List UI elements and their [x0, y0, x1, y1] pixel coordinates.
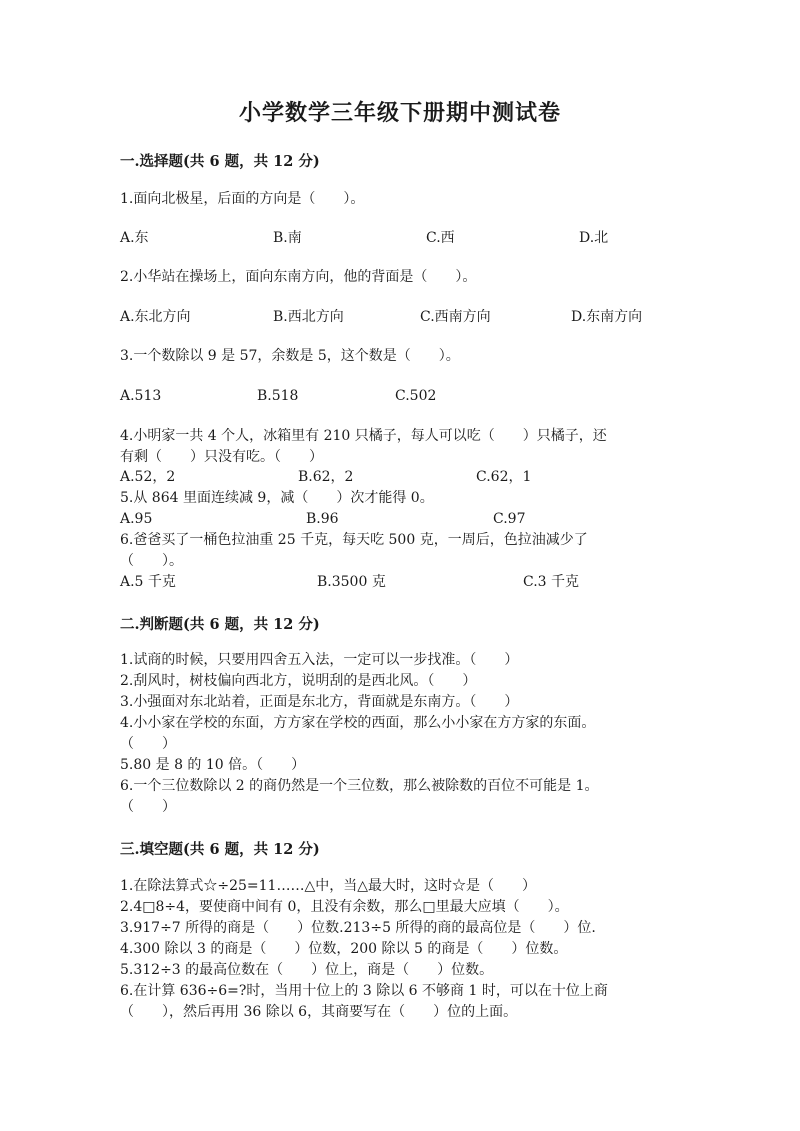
question-text: 6.一个三位数除以 2 的商仍然是一个三位数，那么被除数的百位不可能是 1。: [120, 778, 599, 794]
option-a: A.5 千克: [120, 574, 176, 590]
section-heading-choice: 一.选择题(共 6 题，共 12 分): [120, 153, 320, 170]
question-text: 3.一个数除以 9 是 57，余数是 5，这个数是（ ）。: [120, 348, 460, 364]
question-text: 2.小华站在操场上，面向东南方向，他的背面是（ ）。: [120, 269, 477, 285]
question-text-continued: （ ），然后再用 36 除以 6，其商要写在（ ）位的上面。: [120, 1004, 518, 1020]
option-b: B.96: [306, 511, 339, 527]
question-text: 1.面向北极星，后面的方向是（ ）。: [120, 191, 365, 207]
question-text: 6.爸爸买了一桶色拉油重 25 千克，每天吃 500 克，一周后，色拉油减少了: [120, 532, 588, 548]
option-c: C.3 千克: [523, 574, 580, 590]
option-b: B.518: [257, 388, 299, 404]
question-text-continued: （ ）。: [120, 553, 183, 569]
option-c: C.62，1: [476, 469, 532, 485]
page-title: 小学数学三年级下册期中测试卷: [238, 100, 561, 126]
option-c: C.97: [493, 511, 526, 527]
option-a: A.东北方向: [120, 309, 191, 325]
question-text: 3.917÷7 所得的商是（ ）位数.213÷5 所得的商的最高位是（ ）位.: [120, 920, 596, 936]
question-text: 6.在计算 636÷6=?时，当用十位上的 3 除以 6 不够商 1 时，可以在十位上商: [120, 983, 608, 999]
question-text-continued: 有剩（ ）只没有吃。（ ）: [120, 449, 323, 465]
option-b: B.南: [273, 230, 302, 246]
question-text: 3.小强面对东北站着，正面是东北方，背面就是东南方。（ ）: [120, 694, 519, 710]
option-b: B.62，2: [298, 469, 354, 485]
option-c: C.西南方向: [420, 309, 491, 325]
option-d: D.北: [579, 230, 609, 246]
question-text: 4.小小家在学校的东面，方方家在学校的西面，那么小小家在方方家的东面。: [120, 715, 596, 731]
question-text: 1.试商的时候，只要用四舍五入法，一定可以一步找准。（ ）: [120, 652, 519, 668]
option-a: A.东: [120, 230, 149, 246]
section-heading-fill-in: 三.填空题(共 6 题，共 12 分): [120, 841, 320, 858]
option-b: B.西北方向: [273, 309, 344, 325]
option-a: A.52，2: [120, 469, 176, 485]
question-text: 5.80 是 8 的 10 倍。（ ）: [120, 757, 306, 773]
option-d: D.东南方向: [571, 309, 643, 325]
option-c: C.西: [426, 230, 455, 246]
option-a: A.513: [120, 388, 162, 404]
question-text-continued: （ ）: [120, 799, 176, 815]
question-text-continued: （ ）: [120, 736, 176, 752]
question-text: 5.从 864 里面连续减 9，减（ ）次才能得 0。: [120, 490, 434, 506]
question-text: 5.312÷3 的最高位数在（ ）位上，商是（ ）位数。: [120, 962, 494, 978]
option-b: B.3500 克: [317, 574, 386, 590]
question-text: 4.300 除以 3 的商是（ ）位数，200 除以 5 的商是（ ）位数。: [120, 941, 568, 957]
section-heading-judgment: 二.判断题(共 6 题，共 12 分): [120, 616, 320, 633]
question-text: 4.小明家一共 4 个人，冰箱里有 210 只橘子，每人可以吃（ ）只橘子，还: [120, 428, 607, 444]
option-a: A.95: [120, 511, 153, 527]
question-text: 1.在除法算式☆÷25=11……△中，当△最大时，这时☆是（ ）: [120, 878, 536, 894]
question-text: 2.刮风时，树枝偏向西北方，说明刮的是西北风。（ ）: [120, 673, 477, 689]
question-text: 2.4□8÷4，要使商中间有 0，且没有余数，那么□里最大应填（ ）。: [120, 899, 569, 915]
option-c: C.502: [395, 388, 437, 404]
